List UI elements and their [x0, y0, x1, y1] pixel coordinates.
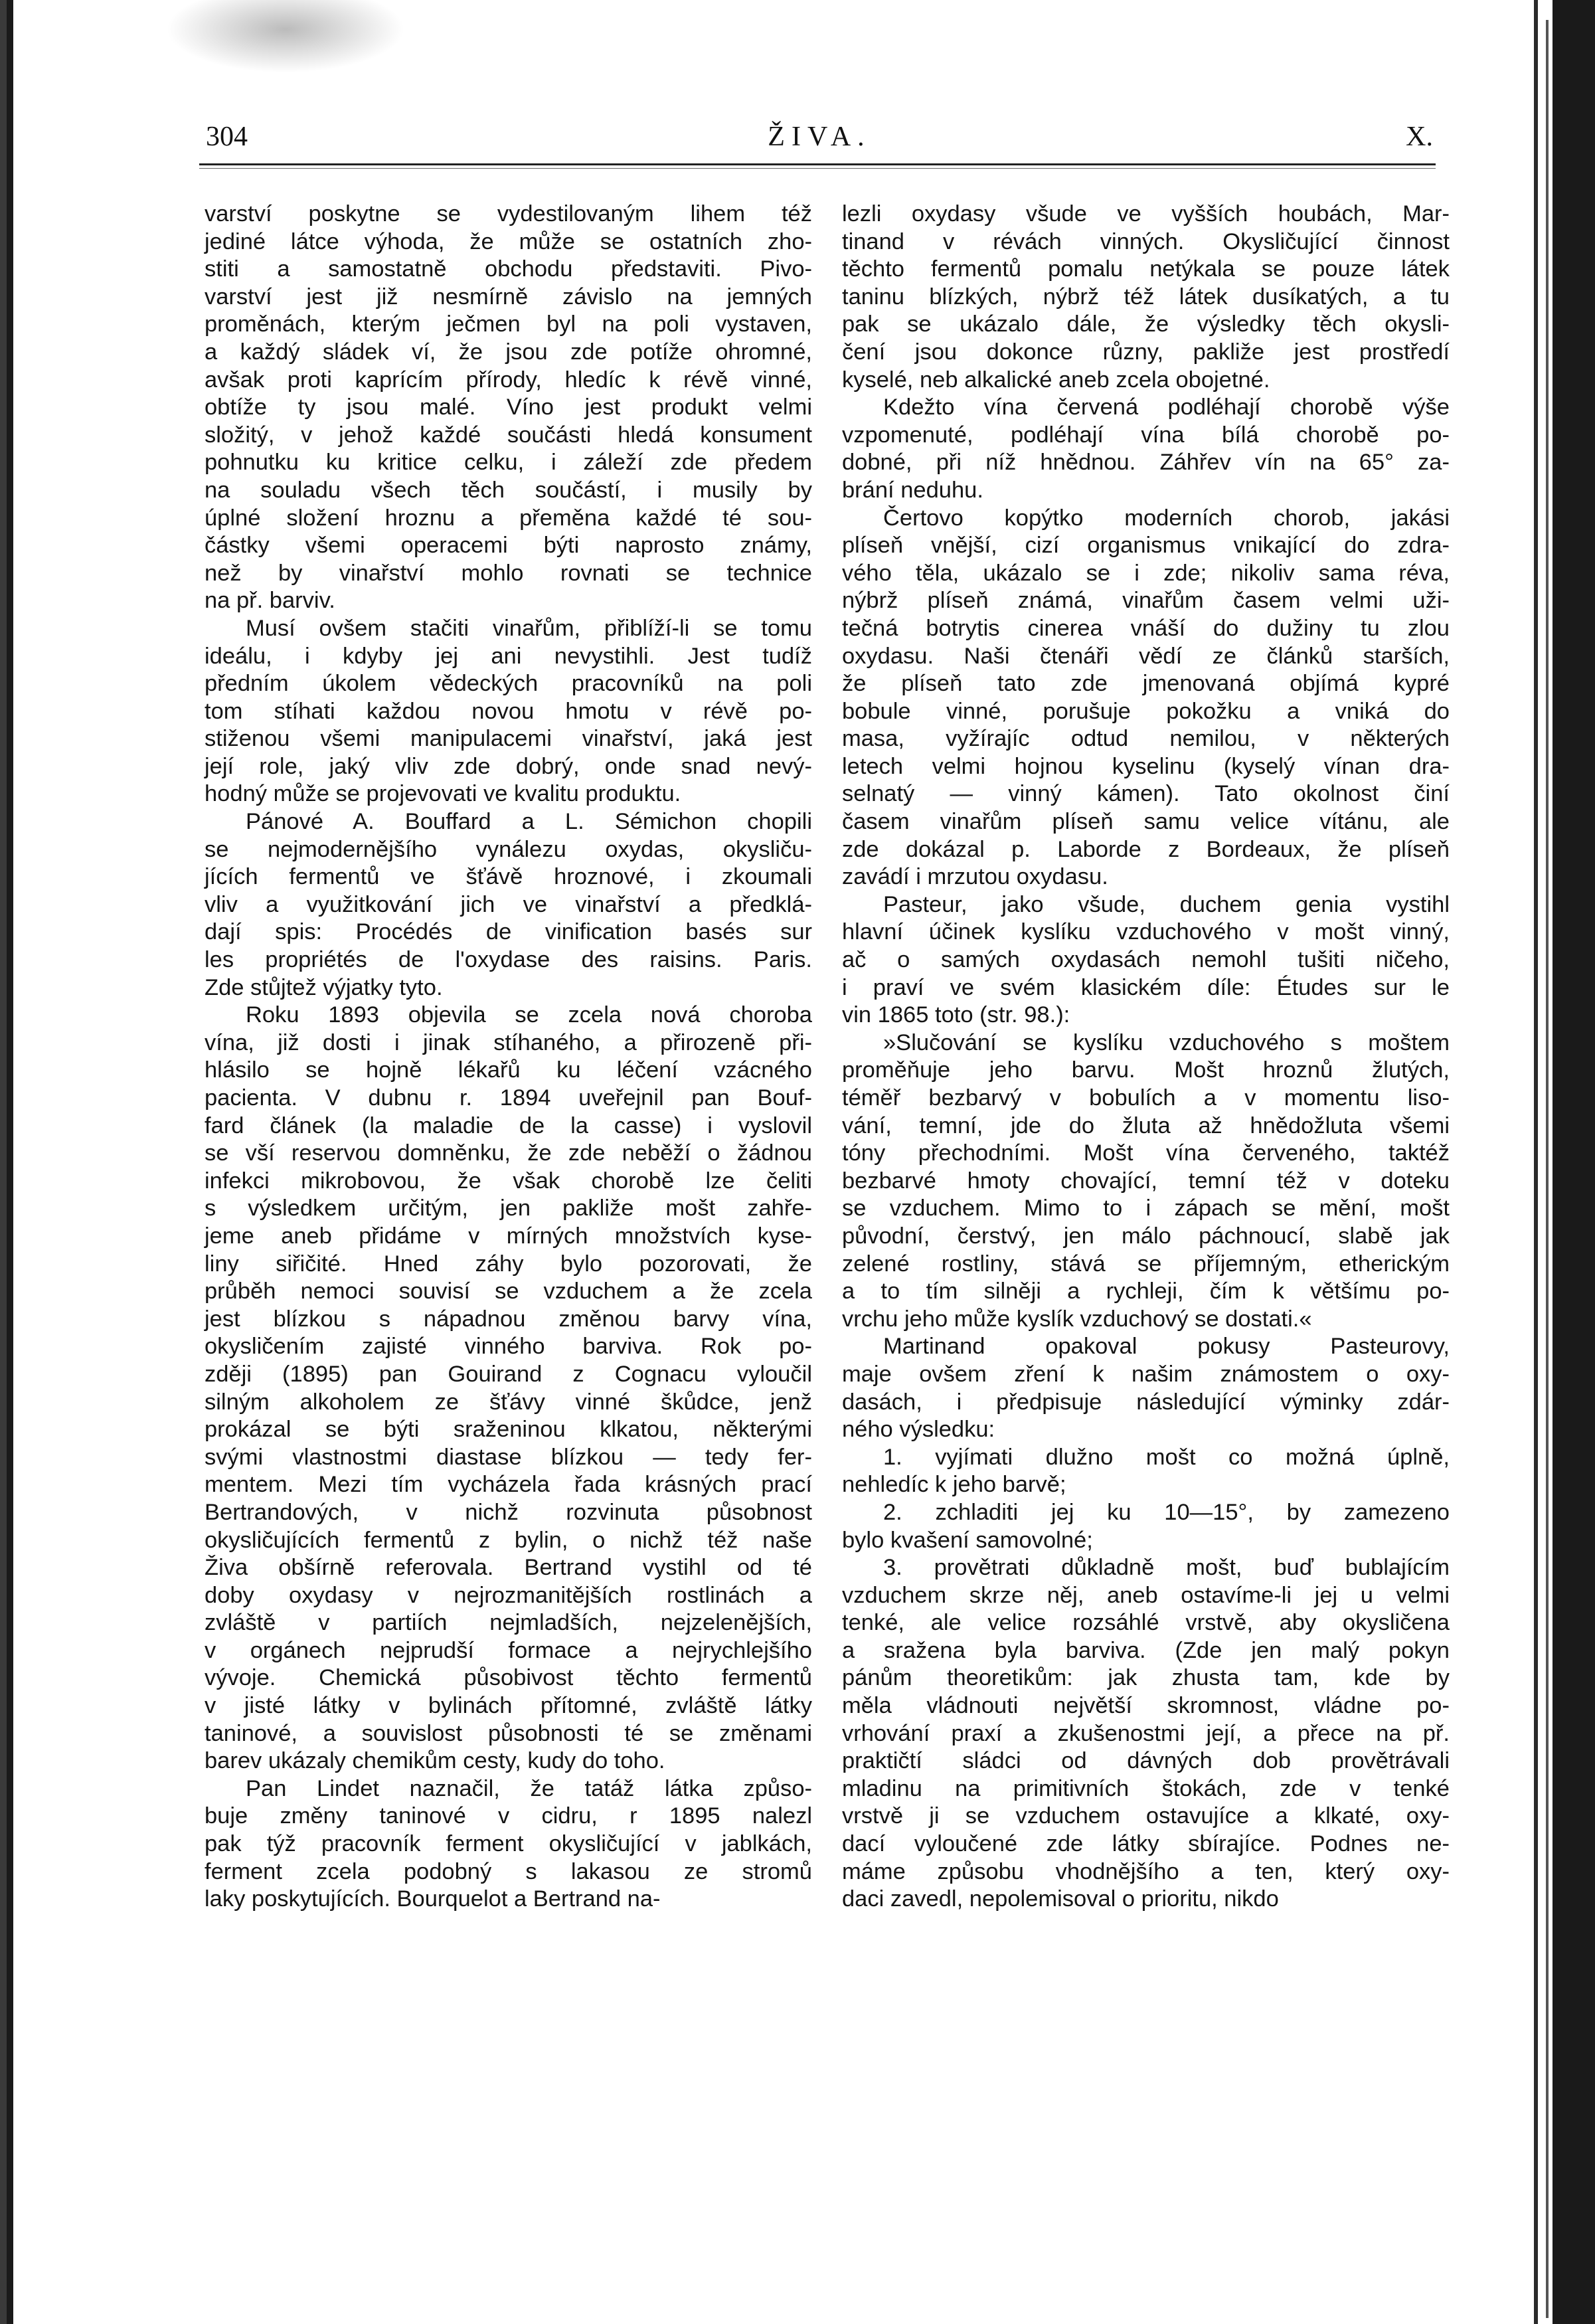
text-line: dasách, i předpisuje následující výminky zdár-	[842, 1389, 1450, 1415]
text-line: ideálu, i kdyby jej ani nevystihli. Jest tudíž	[205, 643, 812, 669]
text-line: částky všemi operacemi býti naprosto známy,	[205, 533, 812, 559]
text-line: Čertovo kopýtko moderních chorob, jakási	[883, 505, 1450, 531]
text-line: vého těla, ukázalo se i zde; nikoliv sama réva,	[842, 560, 1450, 586]
text-line: bezbarvé hmoty chovající, temní též v doteku	[842, 1168, 1450, 1194]
text-line: těchto fermentů pomalu netýkala se pouze látek	[842, 256, 1450, 282]
text-line: a sražena byla barviva. (Zde jen malý pokyn	[842, 1637, 1450, 1663]
text-line: se vzduchem. Mimo to i zápach se mění, mošt	[842, 1196, 1450, 1221]
text-line: proměnách, kterým ječmen byl na poli vystaven,	[205, 312, 812, 337]
text-line: tom stíhati každou novou hmotu v révě po-	[205, 698, 812, 724]
text-line: taninové, a souvislost působnosti té se změnami	[205, 1720, 812, 1746]
text-line: její role, jaký vliv zde dobrý, onde snad nevý-	[205, 753, 812, 779]
text-line: praktičtí sládci od dávných dob provětrávali	[842, 1748, 1450, 1774]
text-line: stiti a samostatně obchodu představiti. Pivo-	[205, 256, 812, 282]
text-line: pak týž pracovník ferment okysličující v jablkách,	[205, 1831, 812, 1857]
text-line: Bertrandových, v nichž rozvinuta působnost	[205, 1499, 812, 1525]
text-line: pohnutku ku kritice celku, i záleží zde předem	[205, 450, 812, 476]
text-line: s výsledkem určitým, jen pakliže mošt zahře-	[205, 1196, 812, 1221]
text-line: než by vinařství mohlo rovnati se technice	[205, 560, 812, 586]
text-line: okysličením zajisté vinného barviva. Rok po-	[205, 1334, 812, 1360]
text-line: složitý, v jehož každé součásti hledá konsument	[205, 422, 812, 448]
text-line: nehledíc k jeho barvě;	[842, 1472, 1066, 1498]
text-line: brání neduhu.	[842, 477, 983, 503]
text-line: jediné látce výhoda, že může se ostatních zho-	[205, 228, 812, 254]
text-line: oxydasu. Naši čtenáři vědí ze článků starších,	[842, 643, 1450, 669]
text-line: barev ukázaly chemikům cesty, kudy do toho.	[205, 1748, 665, 1774]
text-line: vin 1865 toto (str. 98.):	[842, 1002, 1070, 1028]
text-line: na př. barviv.	[205, 588, 335, 614]
text-line: jeme aneb přidáme v mírných množstvích kyse-	[205, 1223, 812, 1249]
text-line: nýbrž plíseň známá, vinařům časem velmi uži-	[842, 588, 1450, 614]
text-line: vzduchem skrze něj, aneb ostavíme-li jej u velmi	[842, 1582, 1450, 1608]
text-line: hodný může se projevovati ve kvalitu produktu.	[205, 781, 681, 807]
text-line: bobule vinné, porušuje pokožku a vniká do	[842, 698, 1450, 724]
text-line: ferment zcela podobný s lakasou ze stromů	[205, 1858, 812, 1884]
scan-edge-left	[0, 0, 7, 2324]
text-line: kyselé, neb alkalické aneb zcela obojetné.	[842, 367, 1270, 393]
text-line: i praví ve svém klasickém díle: Études sur le	[842, 974, 1450, 1000]
text-line: zději (1895) pan Gouirand z Cognacu vyloučil	[205, 1361, 812, 1387]
text-line: tóny přechodními. Mošt vína červeného, taktéž	[842, 1140, 1450, 1166]
text-line: obtíže ty jsou malé. Víno jest produkt velmi	[205, 395, 812, 420]
text-line: 1. vyjímati dlužno mošt co možná úplně,	[883, 1444, 1450, 1470]
text-line: zvláště v partiích nejmladších, nejzelenějších,	[205, 1610, 812, 1636]
text-line: a to tím silněji a rychleji, čím k většímu po-	[842, 1279, 1450, 1304]
text-line: se nejmodernějšího vynálezu oxydas, okysliču-	[205, 836, 812, 862]
text-line: buje změny taninové v cidru, r 1895 nalezl	[205, 1803, 812, 1829]
text-line: Musí ovšem stačiti vinařům, přiblíží-li se tomu	[246, 615, 812, 641]
text-line: les propriétés de l'oxydase des raisins. Paris.	[205, 947, 812, 973]
text-line: selnatý — vinný kámen). Tato okolnost činí	[842, 781, 1450, 807]
text-line: pánům theoretikům: jak zhusta tam, kde by	[842, 1665, 1450, 1691]
text-line: pacienta. V dubnu r. 1894 uveřejnil pan Bouf-	[205, 1085, 812, 1111]
text-line: mentem. Mezi tím vycházela řada krásných prací	[205, 1472, 812, 1498]
header-rule-thin	[199, 168, 1436, 169]
left-column	[205, 201, 812, 1914]
text-line: vání, temní, jde do žluta až hnědožluta všemi	[842, 1113, 1450, 1138]
text-line: dobné, při níž hnědnou. Záhřev vín na 65° za-	[842, 450, 1450, 476]
text-line: tinand v révách vinných. Okysličující činnost	[842, 228, 1450, 254]
text-line: jest blízkou s nápadnou změnou barvy vína,	[205, 1306, 812, 1332]
text-line: máme způsobu vhodnějšího a ten, který oxy-	[842, 1858, 1450, 1884]
text-line: tečná botrytis cinerea vnáší do dužiny tu zlou	[842, 615, 1450, 641]
text-line: průběh nemoci souvisí se vzduchem a že zcela	[205, 1279, 812, 1304]
text-line: silným alkoholem ze šťávy vinné škůdce, jenž	[205, 1389, 812, 1415]
text-line: téměř bezbarvý v bobulích a v momentu liso-	[842, 1085, 1450, 1111]
text-line: zavádí i mrzutou oxydasu.	[842, 864, 1108, 890]
text-line: svými vlastnostmi diastase blízkou — tedy fer-	[205, 1444, 812, 1470]
text-line: vrstvě ji se vzduchem ostavujíce a klkaté, oxy-	[842, 1803, 1450, 1829]
text-line: lezli oxydasy všude ve vyšších houbách, Mar-	[842, 201, 1450, 226]
text-line: hlásilo se hojně lékařů ku léčení vzácného	[205, 1057, 812, 1083]
text-line: avšak proti kaprícím přírody, hledíc k révě vinné,	[205, 367, 812, 393]
text-line: mladinu na primitivních štokách, zde v tenké	[842, 1775, 1450, 1801]
text-line: prokázal se býti sraženinou klkatou, některými	[205, 1417, 812, 1443]
text-line: v jisté látky v bylinách přítomné, zvláště látky	[205, 1693, 812, 1719]
volume-number: X.	[1406, 122, 1433, 152]
text-line: liny siřičité. Hned záhy bylo pozorovati, že	[205, 1251, 812, 1277]
text-line: vrhování praxí a zkušenostmi její, a přece na př.	[842, 1720, 1450, 1746]
text-line: fard článek (la maladie de la casse) i vyslovil	[205, 1113, 812, 1138]
text-line: Kdežto vína červená podléhají chorobě výše	[883, 395, 1450, 420]
running-header	[206, 121, 1433, 161]
text-line: Pánové A. Bouffard a L. Sémichon chopili	[246, 809, 812, 835]
right-column	[842, 201, 1450, 1914]
text-line: úplné složení hroznu a přeměna každé té sou-	[205, 505, 812, 531]
text-line: varství jest již nesmírně závislo na jemných	[205, 284, 812, 310]
text-line: Pasteur, jako všude, duchem genia vystihl	[883, 891, 1450, 917]
journal-title: ŽIVA.	[768, 122, 871, 152]
page-number: 304	[206, 122, 248, 152]
text-line: časem vinařům plíseň samu velice vítánu, ale	[842, 809, 1450, 835]
text-line: maje ovšem zření k našim známostem o oxy-	[842, 1361, 1450, 1387]
text-line: plíseň vnější, cizí organismus vnikající do zdra-	[842, 533, 1450, 559]
header-rule	[199, 163, 1436, 165]
text-line: že plíseň tato zde jmenovaná objímá kypré	[842, 671, 1450, 697]
text-line: doby oxydasy v nejrozmanitějších rostlinách a	[205, 1582, 812, 1608]
text-line: »Slučování se kyslíku vzduchového s moštem	[883, 1029, 1450, 1055]
text-line: předním úkolem vědeckých pracovníků na poli	[205, 671, 812, 697]
text-line: okysličujících fermentů z bylin, o nichž též naše	[205, 1527, 812, 1553]
text-line: Roku 1893 objevila se zcela nová choroba	[246, 1002, 812, 1028]
text-line: původní, čerstvý, jen málo páchnoucí, slabě jak	[842, 1223, 1450, 1249]
text-line: tenké, ale velice rozsáhlé vrstvě, aby okysličena	[842, 1610, 1450, 1636]
text-line: dají spis: Procédés de vinification basés sur	[205, 919, 812, 945]
text-line: se vší reservou domněnku, že zde neběží o žádnou	[205, 1140, 812, 1166]
text-line: daci zavedl, nepolemisoval o prioritu, nikdo	[842, 1886, 1279, 1912]
text-line: ného výsledku:	[842, 1417, 995, 1443]
text-line: Zde stůjtež výjatky tyto.	[205, 974, 443, 1000]
scan-edge-right-inner	[1546, 20, 1549, 2318]
text-line: zelené rostliny, stává se příjemným, etherickým	[842, 1251, 1450, 1277]
text-line: ač o samých oxydasách nemohl tušiti ničeho,	[842, 947, 1450, 973]
text-line: zde dokázal p. Laborde z Bordeaux, že plíseň	[842, 836, 1450, 862]
text-line: vína, již dosti i jinak stíhaného, a přirozeně při-	[205, 1029, 812, 1055]
text-line: bylo kvašení samovolné;	[842, 1527, 1093, 1553]
text-line: infekci mikrobovou, že však chorobě lze čeliti	[205, 1168, 812, 1194]
text-line: masa, vyžírajíc odtud nemilou, v některých	[842, 726, 1450, 752]
scan-edge-right	[1534, 0, 1538, 2324]
text-line: 3. provětrati důkladně mošt, buď bublajícím	[883, 1555, 1450, 1581]
text-line: vzpomenuté, podléhají vína bílá chorobě po-	[842, 422, 1450, 448]
text-line: v orgánech nejprudší formace a nejrychlejšího	[205, 1637, 812, 1663]
text-line: pak se ukázalo dále, že výsledky těch okysli-	[842, 312, 1450, 337]
text-line: Pan Lindet naznačil, že tatáž látka způso-	[246, 1775, 812, 1801]
text-line: čení jsou dokonce různy, pakliže jest prostředí	[842, 339, 1450, 365]
text-line: a každý sládek ví, že jsou zde potíže ohromné,	[205, 339, 812, 365]
text-line: 2. zchladiti jej ku 10—15°, by zamezeno	[883, 1499, 1450, 1525]
text-line: vývoje. Chemická působivost těchto fermentů	[205, 1665, 812, 1691]
text-line: jících fermentů ve šťávě hroznové, i zkoumali	[205, 864, 812, 890]
text-line: taninu blízkých, nýbrž též látek dusíkatých, a tu	[842, 284, 1450, 310]
text-line: Živa obšírně referovala. Bertrand vystihl od té	[205, 1555, 812, 1581]
text-line: stiženou všemi manipulacemi vinařství, jaká jest	[205, 726, 812, 752]
text-line: dací vyloučené zde látky sbírajíce. Podnes ne-	[842, 1831, 1450, 1857]
text-line: varství poskytne se vydestilovaným lihem též	[205, 201, 812, 226]
text-line: Martinand opakoval pokusy Pasteurovy,	[883, 1334, 1450, 1360]
text-line: vliv a využitkování jich ve vinařství a předklá-	[205, 891, 812, 917]
text-line: na souladu všech těch součástí, i musily by	[205, 477, 812, 503]
text-line: laky poskytujících. Bourquelot a Bertrand na-	[205, 1886, 661, 1912]
text-line: vrchu jeho může kyslík vzduchový se dostati.«	[842, 1306, 1312, 1332]
scan-smudge	[166, 0, 405, 73]
text-line: proměňuje jeho barvu. Mošt hroznů žlutých,	[842, 1057, 1450, 1083]
text-line: měla vládnouti největší skromnost, vládne po-	[842, 1693, 1450, 1719]
text-line: hlavní účinek kyslíku vzduchového v mošt vinný,	[842, 919, 1450, 945]
text-line: letech velmi hojnou kyselinu (kyselý vínan dra-	[842, 753, 1450, 779]
